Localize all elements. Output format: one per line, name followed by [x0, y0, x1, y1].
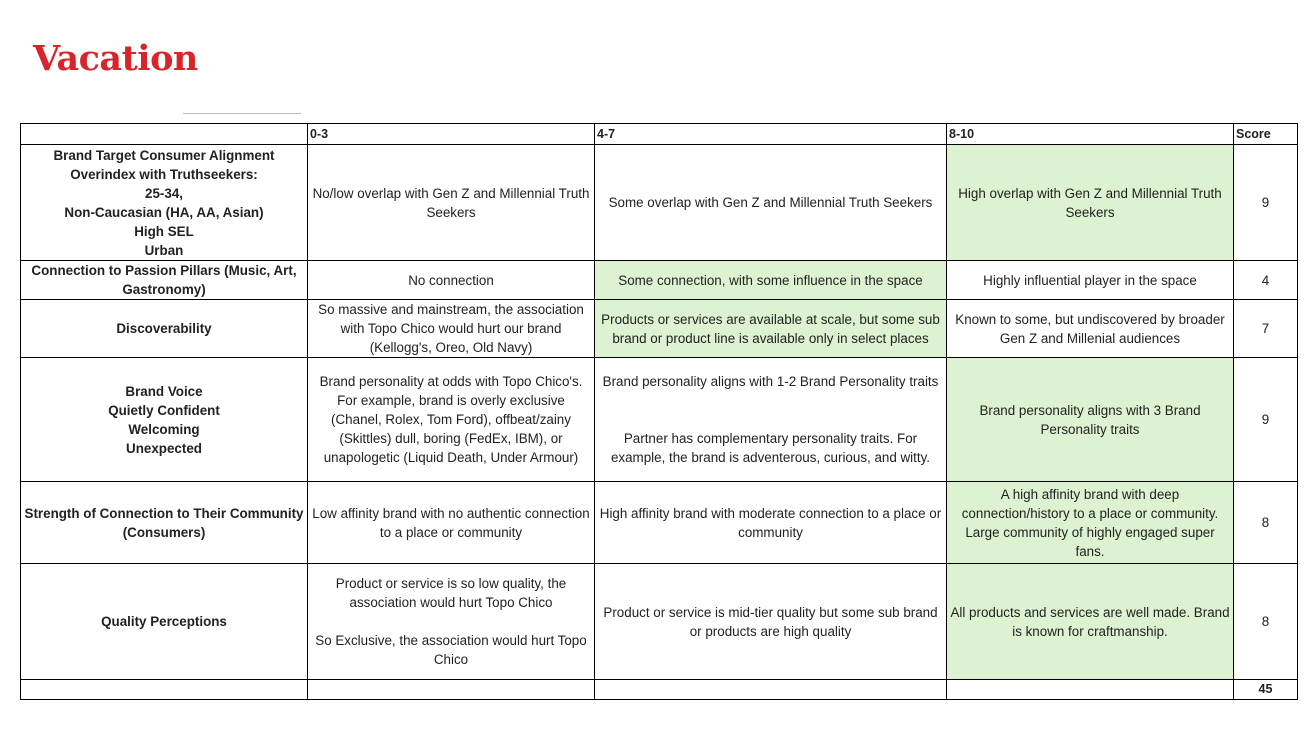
- header-score: Score: [1234, 124, 1298, 145]
- score-cell: 8: [1234, 482, 1298, 564]
- score-cell: 8: [1234, 564, 1298, 680]
- low-cell: No connection: [308, 261, 595, 300]
- mid-cell: Products or services are available at scale, but some sub brand or product line is available only in select places: [595, 300, 947, 358]
- high-cell: All products and services are well made. Brand is known for craftmanship.: [947, 564, 1234, 680]
- mid-text-primary: Brand personality aligns with 1-2 Brand Personality traits: [602, 374, 939, 389]
- criterion-cell: Quality Perceptions: [21, 564, 308, 680]
- criterion-cell: [21, 358, 308, 482]
- low-cell: Brand personality at odds with Topo Chico's. For example, brand is overly exclusive (Chanel, Rolex, Tom Ford), offbeat/zainy (Skittles) dull, boring (FedEx, IBM), or unapologetic (Liquid Death, Under Armour): [308, 358, 595, 482]
- total-blank: [595, 680, 947, 700]
- page-title: Vacation: [33, 38, 198, 79]
- score-cell: 4: [1234, 261, 1298, 300]
- high-cell: A high affinity brand with deep connection/history to a place or community. Large community of highly engaged super fans.: [947, 482, 1234, 564]
- high-cell: Brand personality aligns with 3 Brand Personality traits: [947, 358, 1234, 482]
- mid-text-secondary: Partner has complementary personality traits. For example, the brand is adventerous, curious, and witty.: [610, 431, 931, 465]
- table-row: [21, 482, 1298, 564]
- mid-cell: High affinity brand with moderate connection to a place or community: [595, 482, 947, 564]
- score-cell: 9: [1234, 358, 1298, 482]
- score-cell: 9: [1234, 145, 1298, 261]
- score-cell: 7: [1234, 300, 1298, 358]
- criterion-text: Brand Voice Quietly Confident Welcoming Unexpected: [108, 383, 220, 456]
- low-cell: So massive and mainstream, the association with Topo Chico would hurt our brand (Kellogg's, Oreo, Old Navy): [308, 300, 595, 358]
- mid-cell: Some overlap with Gen Z and Millennial Truth Seekers: [595, 145, 947, 261]
- criterion-cell: Connection to Passion Pillars (Music, Art, Gastronomy): [21, 261, 308, 300]
- total-blank: [308, 680, 595, 700]
- table-row: [21, 300, 1298, 358]
- mid-cell: Some connection, with some influence in the space: [595, 261, 947, 300]
- header-row: [21, 124, 1298, 145]
- mid-cell: [595, 358, 947, 482]
- table-row: [21, 145, 1298, 261]
- table-row: [21, 564, 1298, 680]
- low-text-primary: Product or service is so low quality, the association would hurt Topo Chico: [335, 576, 567, 610]
- criterion-cell: Strength of Connection to Their Community (Consumers): [21, 482, 308, 564]
- scoring-rubric-table: [20, 123, 1298, 700]
- table-row: [21, 358, 1298, 482]
- total-score: 45: [1234, 680, 1298, 700]
- criterion-text: Brand Target Consumer Alignment Overindex with Truthseekers: 25-34, Non-Caucasian (HA, AA, Asian) High SEL Urban: [53, 147, 275, 258]
- high-cell: Highly influential player in the space: [947, 261, 1234, 300]
- spacer: [311, 612, 591, 631]
- total-row: [21, 680, 1298, 700]
- high-cell: Known to some, but undiscovered by broader Gen Z and Millenial audiences: [947, 300, 1234, 358]
- low-cell: Low affinity brand with no authentic connection to a place or community: [308, 482, 595, 564]
- header-range-0-3: 0-3: [308, 124, 595, 145]
- table-row: [21, 261, 1298, 300]
- criterion-cell: Discoverability: [21, 300, 308, 358]
- low-text-secondary: So Exclusive, the association would hurt Topo Chico: [315, 633, 587, 667]
- low-cell: [308, 564, 595, 680]
- total-blank: [947, 680, 1234, 700]
- low-cell: No/low overlap with Gen Z and Millennial Truth Seekers: [308, 145, 595, 261]
- total-blank: [21, 680, 308, 700]
- header-range-8-10: 8-10: [947, 124, 1234, 145]
- criterion-cell: [21, 145, 308, 261]
- header-criterion: [21, 124, 308, 145]
- header-range-4-7: 4-7: [595, 124, 947, 145]
- mid-cell: Product or service is mid-tier quality but some sub brand or products are high quality: [595, 564, 947, 680]
- high-cell: High overlap with Gen Z and Millennial Truth Seekers: [947, 145, 1234, 261]
- spacer: [598, 391, 943, 429]
- divider: [183, 113, 301, 114]
